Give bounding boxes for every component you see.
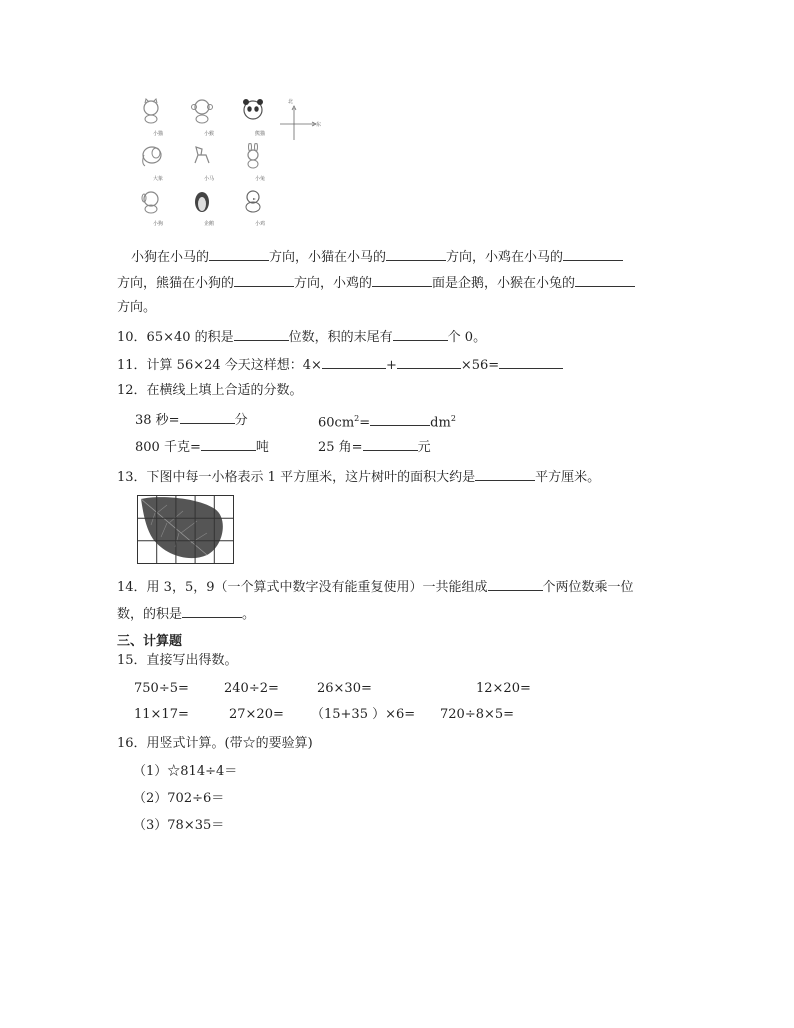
superscript: 2 (354, 414, 360, 423)
animal-panda (240, 98, 280, 137)
compass-east-label: 东 (316, 122, 322, 128)
q16-item3: （3）78×35＝ (133, 818, 225, 833)
q11-text: 11．计算 56×24 今天这样想：4× (117, 358, 322, 373)
q9-text: 方向。 (117, 300, 157, 315)
q14-line2 (117, 604, 255, 624)
answer-blank[interactable] (363, 437, 418, 451)
q9-line1 (131, 247, 623, 267)
q9-text: 方向，小猫在小马的 (269, 250, 387, 265)
superscript: 2 (450, 414, 456, 423)
q12-text: dm (430, 415, 451, 431)
animal-rabbit (240, 143, 280, 182)
q13-text: 13．下图中每一小格表示 1 平方厘米，这片树叶的面积大约是 (117, 470, 476, 485)
q12-text: 800 千克= (135, 440, 201, 455)
answer-blank[interactable] (488, 577, 543, 591)
answer-blank[interactable] (209, 247, 269, 261)
answer-blank[interactable] (322, 355, 386, 369)
q9-text: 方向，小鸡在小马的 (446, 250, 564, 265)
chick-icon (240, 188, 266, 214)
leaf-grid-figure (137, 495, 234, 564)
q9-text: 方向，小鸡的 (294, 276, 373, 291)
compass-north-label: 北 (288, 99, 294, 105)
answer-blank[interactable] (499, 355, 563, 369)
animal-label: 小猫 (152, 131, 163, 137)
animal-penguin (189, 188, 229, 227)
dog-icon (138, 188, 164, 214)
animal-chick (240, 188, 280, 227)
q10-text: 10．65×40 的积是 (117, 330, 234, 345)
answer-blank[interactable] (372, 273, 432, 287)
q9-text: 面是企鹅，小猴在小兔的 (432, 276, 576, 291)
q12-item2 (318, 410, 456, 432)
animal-elephant (138, 143, 178, 182)
cat-icon (138, 98, 164, 124)
answer-blank[interactable] (234, 273, 294, 287)
q14-line1 (117, 577, 634, 597)
answer-blank[interactable] (575, 273, 635, 287)
q9-text: 小狗在小马的 (131, 250, 210, 265)
answer-blank[interactable] (386, 247, 446, 261)
animal-label: 熊猫 (254, 131, 265, 137)
q12-text: 38 秒= (135, 413, 180, 428)
animal-label: 小狗 (152, 221, 163, 227)
answer-blank[interactable] (563, 247, 623, 261)
animal-monkey (189, 98, 229, 137)
q12-text: = (359, 415, 371, 431)
answer-blank[interactable] (180, 410, 235, 424)
q15-r2c2: 27×20= (229, 707, 284, 722)
answer-blank[interactable] (393, 327, 448, 341)
leaf-grid (137, 495, 234, 564)
q10 (117, 327, 486, 347)
q12-text: 60cm (318, 415, 355, 431)
animal-cat (138, 98, 178, 137)
rabbit-icon (240, 143, 266, 169)
q13-text: 平方厘米。 (535, 470, 601, 485)
q12-text: 吨 (255, 440, 269, 455)
q14-text: 数，的积是 (117, 607, 183, 622)
monkey-icon (189, 98, 215, 124)
answer-blank[interactable] (370, 412, 430, 426)
q15-r1c2: 240÷2= (224, 681, 279, 696)
q12-text: 元 (417, 440, 431, 455)
horse-icon (189, 143, 215, 169)
elephant-icon (138, 143, 164, 169)
answer-blank[interactable] (397, 355, 461, 369)
q12-item1 (135, 410, 248, 430)
q9-line3 (117, 299, 156, 317)
q15-r1c1: 750÷5= (134, 681, 189, 696)
animal-label: 大象 (152, 176, 163, 182)
q11 (117, 355, 563, 375)
q12-text: 分 (234, 413, 248, 428)
q16-item2: （2）702÷6＝ (133, 791, 225, 806)
animal-label: 小兔 (254, 176, 265, 182)
q12-text: 25 角= (318, 440, 363, 455)
q15-r2c4: 720÷8×5= (440, 707, 515, 722)
animal-dog (138, 188, 178, 227)
answer-blank[interactable] (475, 467, 535, 481)
q16-item1: （1）☆814÷4＝ (133, 764, 238, 779)
q11-text: ×56= (460, 358, 500, 373)
answer-blank[interactable] (234, 327, 289, 341)
leaf-icon (141, 497, 223, 558)
q12-title: 12．在横线上填上合适的分数。 (117, 383, 303, 398)
animal-label: 企鹅 (203, 221, 214, 227)
q12-item4 (318, 437, 431, 457)
animal-label: 小鸡 (254, 221, 265, 227)
q14-text: 14．用 3，5，9（一个算式中数字没有能重复使用）一共能组成 (117, 580, 488, 595)
q15-title: 15．直接写出得数。 (117, 653, 238, 668)
answer-blank[interactable] (201, 437, 256, 451)
animal-label: 小猴 (203, 131, 214, 137)
q9-line2 (117, 273, 635, 293)
compass (278, 99, 322, 146)
q9-text: 方向，熊猫在小狗的 (117, 276, 235, 291)
q12-item3 (135, 437, 269, 457)
animal-label: 小马 (203, 176, 214, 182)
section-title: 三、计算题 (117, 634, 183, 649)
animal-horse (189, 143, 229, 182)
q14-text: 个两位数乘一位 (542, 580, 634, 595)
q16-title: 16．用竖式计算。(带☆的要验算) (117, 736, 313, 751)
q15-r1c3: 26×30= (317, 681, 372, 696)
q15-r1c4: 12×20= (476, 681, 531, 696)
penguin-icon (189, 188, 215, 214)
q15-r2c1: 11×17= (134, 707, 189, 722)
answer-blank[interactable] (182, 604, 242, 618)
q10-text: 个 0。 (447, 330, 487, 345)
panda-icon (240, 98, 266, 124)
q14-text: 。 (242, 607, 256, 622)
q11-text: + (385, 358, 397, 373)
q15-r2c3: （15+35 ）×6= (311, 707, 416, 722)
q10-text: 位数，积的末尾有 (288, 330, 393, 345)
q13 (117, 467, 600, 487)
